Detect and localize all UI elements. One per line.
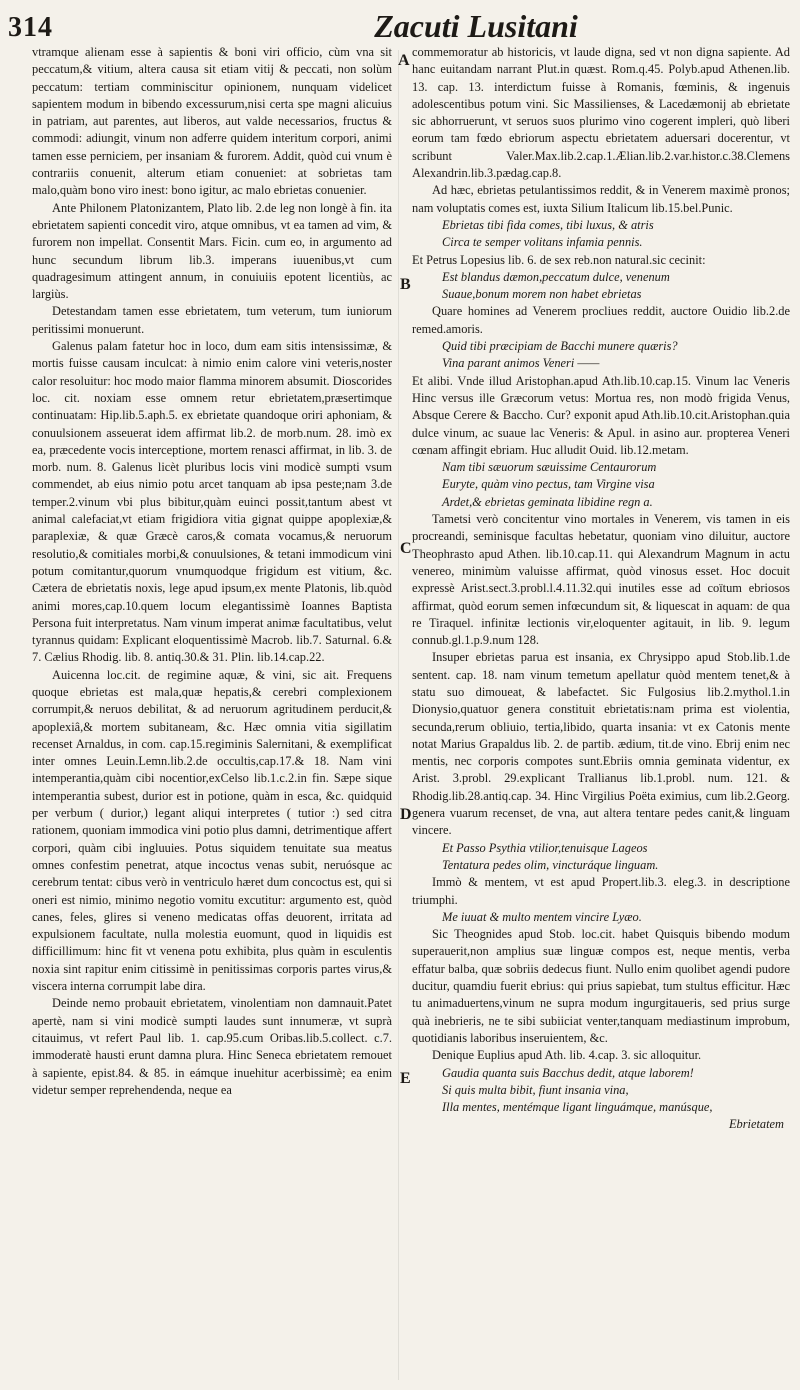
- verse-line: Euryte, quàm vino pectus, tam Virgine visa: [442, 477, 655, 492]
- margin-letter-e: E: [400, 1070, 411, 1087]
- verse-line: Suaue,bonum morem non habet ebrietas: [442, 287, 642, 302]
- paragraph: vtramque alienam esse à sapientis & boni viri officio, cùm vna sit peccatum,& vitium, altera causa sit etiam vitij & peccati, non solùm peccatum: tertiam comminiscitur opinionem, nunquam videlicet sapientem modum in bibendo excessurum,nisi certa spe magni alicuius in patriam, aut parentes, aut liberos, aut valde necessarios, fructus & commodi: adiungit, vinum non adferre quidem interitum corpori, animi tamen esse perniciem, per insaniam & furorem. Addit, quòd cui vnum è contrariis conuenit, alterum etiam conueniet: at sobrietas tam malo,quàm bono viro inest: bono igitur, ac malo ebrietas conuenier.: [32, 45, 392, 198]
- verse-line: Gaudia quanta suis Bacchus dedit, atque laborem!: [442, 1065, 694, 1080]
- verse-line: Tentatura pedes olim, vincturáque linguam.: [442, 857, 659, 872]
- paragraph: Sic Theognides apud Stob. loc.cit. habet Quisquis bibendo modum superauerit,non amplius suæ linguæ compos est, neque mentis, verba effatur balba, quæ sobriis dedecus fiunt. Nullo enim quolibet agendi pudore ducitur, quamdiu fuerit ebrius: qui prius sapiebat, tum stultus efficitur. Hæc tu animaduertens,vinum ne supra modum ingurgitaueris, sed prius surge quà inebrieris, ne te sibi subiiciat venter,tanquam mediastinum improbum, quotidianis laboribus inseruientem, &c.: [412, 927, 790, 1045]
- verse-line: Circa te semper volitans infamia pennis.: [442, 235, 643, 250]
- paragraph: Denique Euplius apud Ath. lib. 4.cap. 3. sic alloquitur.: [432, 1048, 702, 1063]
- running-head: Zacuti Lusitani: [374, 8, 578, 44]
- paragraph: Detestandam tamen esse ebrietatem, tum veterum, tum iuniorum peritissimi monuerunt.: [32, 304, 392, 336]
- paragraph: Ante Philonem Platonizantem, Plato lib. 2.de leg non longè à fin. ita ebrietatem sapienti concedit viro, atque omnibus, vt ea tamen ad vim, & furorem non impellat. Consentit Mars. Ficin. cum eo, in argumento ad hunc secundum librum lib.3. imperans iuuenibus,vt cum quadragesimum attingent annum, in conuiuiis epotent licentiùs, ac largiùs.: [32, 200, 392, 302]
- margin-letter-a: A: [398, 52, 410, 69]
- verse-line: Ebrietas tibi fida comes, tibi luxus, & atris: [442, 217, 654, 232]
- paragraph: Galenus palam fatetur hoc in loco, dum eam sitis intensissimæ, & mortis fuisse causam inculcat: à nimio enim calore vini veteris,noster calor resoluitur: hoc modo maior flamma minorem absumit. Dioscorides loc. cit. noxiam esse omnem retur ebrietatem,præsertimque continuatam: Hip.lib.5.aph.5. ex ebrietate quandoque oriri aphoniam, & conuulsionem asseuerat idem affirmat lib.2. de morb.num. 28. imò ex ea, præcedente vocis interceptione, mortem renasci affirmat, in lib. 3. de morb. num. 8. Galenus licèt pluribus locis vini modicè sumpti vsum commendet, ab eius nimio potu arcet tanquam ab ipsa peste;nam 3.de temper.2.vinum vbi plus bibitur,quàm euinci possit,tantum abest vt animal calefaciat,vt etiam frigidiora vitia gignat quippe apoplexiæ,& paraplexiæ, & quæ Græcè caros,& comata vocamus,& neruorum resolutio,& comitiales morbi,& conuulsiones, & tetani immodicum vini potum comitantur,quorum vnumquodque frigidum est vitium, &c. Cætera de ebrietatis noxis, lege apud ipsum,ex mente Platonis, lib.quòd animi mores,cap.10.quem locum elegantissimè Ioannes Baptista Persona fuit interpretatus. Nam vinum imperat animæ facultatibus, velut tyrannus quidam: Explicant eloquentissimè Macrob. lib.7. Saturnal. 6.& 7. Cælius Rhodig. lib. 8. antiq.30.& 31. Plin. lib.14.cap.22.: [32, 339, 392, 665]
- paragraph: Auicenna loc.cit. de regimine aquæ, & vini, sic ait. Frequens quoque ebrietas est mala,quæ hepatis,& cerebri complexionem corrumpit,& neruos debilitat, & ad neruorum agritudinem perducit,& apoplexiâ,& mortem subitaneam, &c. Hæc omnia vitia sigillatim recenset Arnaldus, in com. cap.15.regiminis Salernitani, & exemplificat inter omnes Leuin.Lemn.lib.2.de occultis,cap.17.& 18. Nam vini intemperantia,quàm cibi nocentior,exCelso lib.1.c.2.in fin. Sæpe sique intemperantia subest, durior est in potione, quàm in esca, &c. quidquid per verbum ( durior,) legant aliqui interpretes ( tutior :) sed citra rationem, quoniam immodica vini potio plus damni, detrimentique affert corpori, quàm cibi ingluuies. Potus siquidem tenuitate sua meatus omnes confestim penetrat, atque incoctus venas subit, neruósque ac cerebrum tentat: cibus verò in ventriculo hæret dum concoctus est, qui si oneri est nimio, minimo negotio vomitu excutitur: argumento est, quòd canes, feles, glires si veneno medicatas offas deuorent, irritata ad expulsionem facultate, nulla molestia euomunt, quod in liquidis est difficillimum: hinc fit vt venena potu exhibita, plus quàm in esculentis noxia sint rapitur enim citissimè in penitissimas corporis partes virus,& viscera interna corrumpit labe dira.: [32, 667, 392, 994]
- verse-line: Ebrietatem: [728, 1117, 784, 1132]
- page-number: 314: [8, 12, 53, 43]
- paragraph: Immò & mentem, vt est apud Propert.lib.3. eleg.3. in descriptione triumphi.: [412, 875, 790, 907]
- paragraph: Et Petrus Lopesius lib. 6. de sex reb.non natural.sic cecinit:: [412, 252, 706, 267]
- verse-line: Illa mentes, mentémque ligant linguámque, manúsque,: [442, 1100, 713, 1115]
- verse-line: Nam tibi sæuorum sæuissime Centaurorum: [442, 460, 657, 475]
- verse-line: Et Passo Psythia vtilior,tenuisque Lageos: [442, 840, 648, 855]
- paragraph: Quare homines ad Venerem procliues reddit, auctore Ouidio lib.2.de remed.amoris.: [412, 304, 790, 336]
- verse-line: Quid tibi præcipiam de Bacchi munere quæris?: [442, 339, 678, 354]
- paragraph: Et alibi. Vnde illud Aristophan.apud Ath.lib.10.cap.15. Vinum lac Veneris Hinc versus ille Græcorum vetus: Mortua res, non modò frigida Venus, Absque Cerere & Baccho. Cur? exponit apud Ath.lib.10.cit.Aristophan.quia dulce vinum, ac suaue lac Veneris: & Apul. in asino aur. propterea Veneri cœnam affingit ebriam. Huc alludit Ouid. lib.12.metam.: [412, 373, 790, 457]
- verse-line: Ardet,& ebrietas geminata libidine regn a.: [442, 494, 653, 509]
- column-gutter: [398, 50, 399, 1380]
- left-column: [32, 44, 392, 1099]
- verse-line: Me iuuat & multo mentem vincire Lyæo.: [442, 909, 642, 924]
- page-header: [0, 0, 800, 44]
- paragraph: Tametsi verò concitentur vino mortales in Venerem, vis tamen in eis procreandi, seminisque facultas hebetatur, quoniam vino diluitur, auctore Theophrasto apud Athen. lib.10.cap.11. qui Alexandrum Magnum in actu venereo, minimùm valuisse affirmat, quòd vinosus esset. Hoc docuit expressè Arist.sect.3.probl.l.4.11.32.qui inutiles esse ad coïtum ebriosos affirmat, quòd eorum semen infœcundum sit, & liquescat in aquam: de qua re Tiraquel. infinitæ lectionis vir,eloquenter agitauit, in lib. 9. legum connub.gl.1.p.9.num 128.: [412, 512, 790, 648]
- paragraph: commemoratur ab historicis, vt laude digna, sed vt non digna sapiente. Ad hanc euitandam narrant Plut.in quæst. Rom.q.45. Polyb.apud Athenen.lib. 13. cap. 13. interdictum fuisse à Romanis, fœminis, & ingenuis adolescentibus potum vini. Sic Massilienses, & Lacedæmonij ab ebrietate sic abhorruerunt, vt seruos suos plurimo vino cogerent impleri, quò liberi eorum tam fœdo ebriorum aspectu ebrietatem aduersari docerentur, vt scribunt Valer.Max.lib.2.cap.1.Ælian.lib.2.var.histor.c.38.Clemens Alexandrin.lib.3.pædag.cap.8.: [412, 45, 790, 181]
- right-column: [412, 44, 790, 1134]
- paragraph: Insuper ebrietas parua est insania, ex Chrysippo apud Stob.lib.1.de sentent. cap. 18. nam vinum temetum apellatur quòd mentem tenet,& à statu suo dimoueat, & labefactet. Sic Fulgosius lib.2.mythol.1.in Dionysio,quatuor genera constituit ebrietatis:nam prima est violentia, secunda,rerum obliuio, tertia,libido, quarta insania: vt ex Catonis mente notat Marius Grapaldus lib. 2. de partib. ædium, tit.de vino. Ebrij enim nec mentis, nec corporis compotes sunt.Ebriis omnia geminata videntur, ex Arist. 3.probl. 29.explicant Trallianus lib.1.probl. num. 121. & Rhodig.lib.28.antiq.cap. 34. Hinc Virgilius Poëta eximius, cum lib.2.Georg. genera vuarum recenset, de vna, aut altera tentare pedes canit,& linguam vincere.: [412, 650, 790, 838]
- margin-letter-b: B: [400, 276, 411, 293]
- verse-line: Vina parant animos Veneri ——: [442, 356, 600, 371]
- paragraph: Deinde nemo probauit ebrietatem, vinolentiam non damnauit.Patet apertè, nam si vini modicè sumpti laudes sunt innumeræ, vt suprà citauimus, vt refert Paul lib. 1. cap.95.cum Oribas.lib.5.collect. c.7. immoderatè hausti erunt damna plura. Hinc Seneca ebrietatem remouet à sapiente, epist.84. & 85. in eámque inuehitur acerbissimè; ea enim videtur semper reprehendenda, neque ea: [32, 996, 392, 1097]
- margin-letter-d: D: [400, 806, 412, 823]
- verse-line: Est blandus dæmon,peccatum dulce, venenum: [442, 269, 670, 284]
- verse-line: Si quis multa bibit, fiunt insania vina,: [442, 1082, 629, 1097]
- paragraph: Ad hæc, ebrietas petulantissimos reddit, & in Venerem maximè pronos; nam voluptatis comes est, iuxta Silium Italicum lib.15.bel.Punic.: [412, 183, 790, 215]
- margin-letter-c: C: [400, 540, 412, 557]
